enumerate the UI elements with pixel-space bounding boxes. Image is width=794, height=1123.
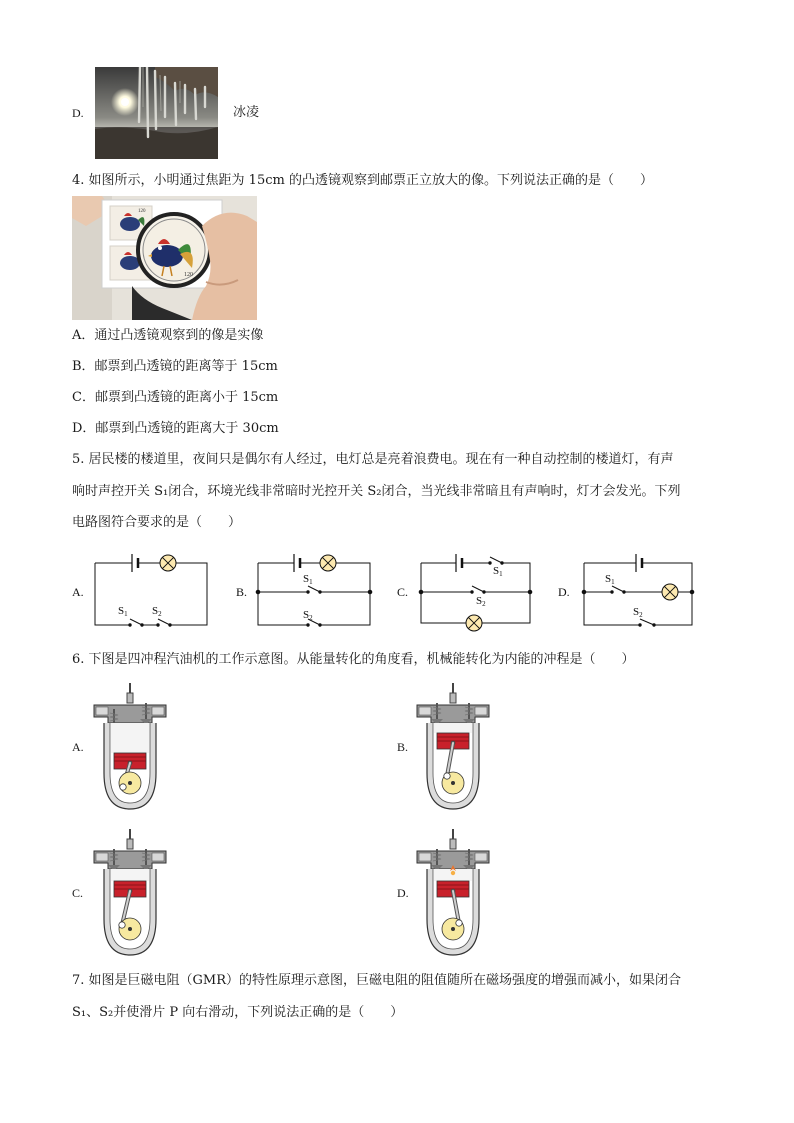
circuit-b-s2: S2 bbox=[303, 609, 313, 622]
magnifier-stamp-photo bbox=[72, 196, 257, 320]
circuit-c bbox=[419, 554, 532, 631]
circuit-b bbox=[256, 554, 372, 626]
engine-b-diagram bbox=[413, 683, 493, 817]
circuit-c-s1: S1 bbox=[493, 565, 503, 578]
icicle-photo bbox=[95, 67, 218, 159]
engine-c-diagram bbox=[90, 829, 170, 963]
q5-stem-line-2: 响时声控开关 S₁闭合，环境光线非常暗时光控开关 S₂闭合，当光线非常暗且有声响时，灯才会发光。下列 bbox=[72, 484, 681, 499]
circuit-a-label: A. bbox=[72, 585, 84, 599]
engine-b-label: B. bbox=[397, 740, 409, 754]
engine-a-label: A. bbox=[72, 740, 84, 754]
circuit-c-s2: S2 bbox=[476, 595, 486, 608]
circuit-a-s2: S2 bbox=[152, 605, 162, 618]
q5-circuit-diagrams bbox=[60, 545, 720, 640]
circuit-c-label: C. bbox=[397, 585, 409, 599]
circuit-a-s1: S1 bbox=[118, 605, 128, 618]
circuit-a bbox=[95, 554, 207, 626]
q3-option-d-text: 冰凌 bbox=[233, 105, 260, 120]
stamp-price-2: 120 bbox=[184, 272, 193, 278]
engine-d-label: D. bbox=[397, 886, 409, 900]
circuit-b-s1: S1 bbox=[303, 573, 313, 586]
q4-option-c: C．邮票到凸透镜的距离小于 15cm bbox=[72, 390, 279, 405]
q4-stem: 4. 如图所示，小明通过焦距为 15cm 的凸透镜观察到邮票正立放大的像。下列说法正确的是（ ） bbox=[72, 173, 653, 188]
q5-stem-line-1: 5. 居民楼的楼道里，夜间只是偶尔有人经过，电灯总是亮着浪费电。现在有一种自动控制的楼道灯，有声 bbox=[72, 452, 674, 467]
q3-option-d-letter: D. bbox=[72, 106, 84, 120]
engine-c-label: C. bbox=[72, 886, 84, 900]
q4-option-d: D．邮票到凸透镜的距离大于 30cm bbox=[72, 421, 279, 436]
stamp-price-1: 120 bbox=[138, 209, 146, 214]
circuit-b-label: B. bbox=[236, 585, 248, 599]
q7-stem-line-2: S₁、S₂并使滑片 P 向右滑动，下列说法正确的是（ ） bbox=[72, 1005, 404, 1020]
q6-stem: 6. 下图是四冲程汽油机的工作示意图。从能量转化的角度看，机械能转化为内能的冲程是（ ） bbox=[72, 652, 635, 667]
circuit-d-label: D. bbox=[558, 585, 570, 599]
q7-stem-line-1: 7. 如图是巨磁电阻（GMR）的特性原理示意图，巨磁电阻的阻值随所在磁场强度的增强而减小，如果闭合 bbox=[72, 973, 682, 988]
circuit-d-s1: S1 bbox=[605, 573, 615, 586]
q5-stem-line-3: 电路图符合要求的是（ ） bbox=[72, 515, 242, 530]
q4-option-a: A．通过凸透镜观察到的像是实像 bbox=[72, 328, 264, 343]
q4-option-b: B．邮票到凸透镜的距离等于 15cm bbox=[72, 359, 278, 374]
circuit-d-s2: S2 bbox=[633, 606, 643, 619]
engine-a-diagram bbox=[90, 683, 170, 817]
engine-d-diagram bbox=[413, 829, 493, 963]
